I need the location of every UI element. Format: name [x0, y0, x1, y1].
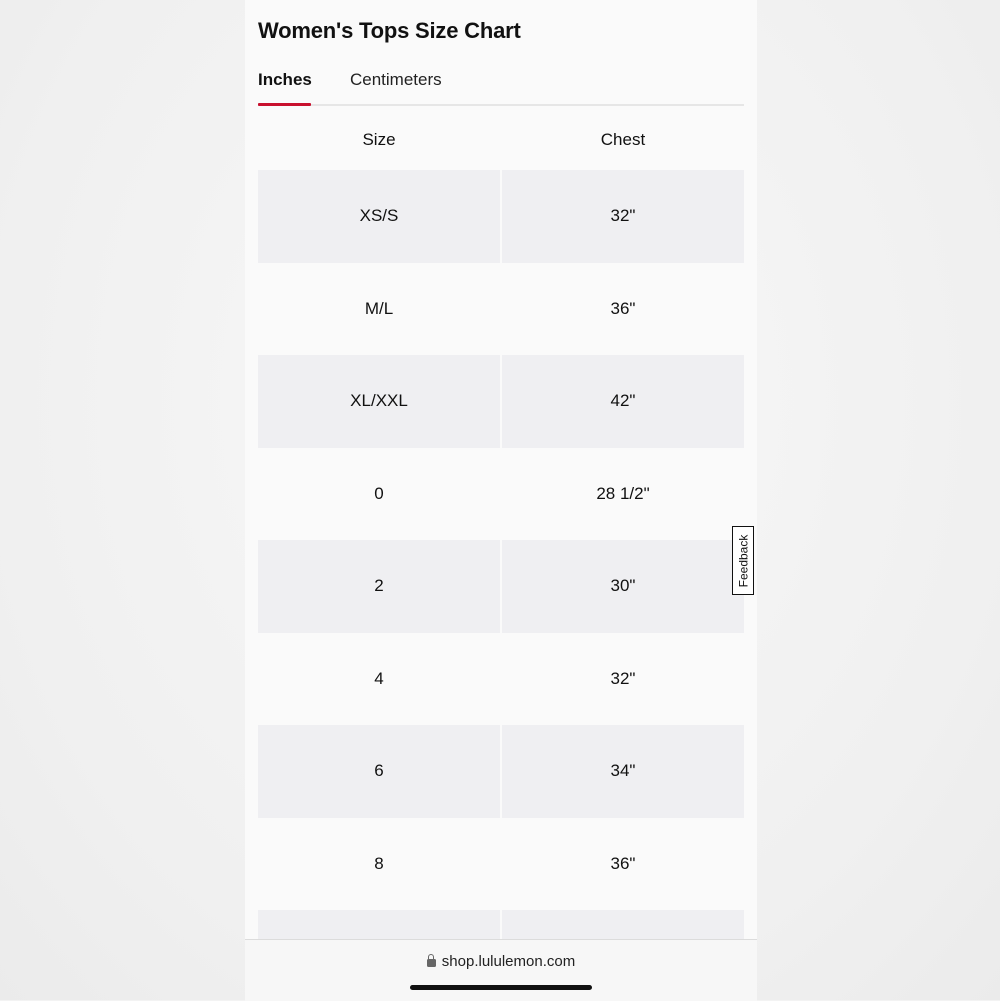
- chest-cell: 36": [610, 298, 636, 318]
- header-size: Size: [362, 130, 396, 149]
- table-row: [258, 170, 744, 263]
- size-cell: XS/S: [258, 170, 500, 263]
- chest-cell: 32": [610, 668, 636, 688]
- size-cell: M/L: [364, 298, 394, 318]
- size-cell: 4: [374, 668, 384, 688]
- chest-cell: 28 1/2": [596, 483, 650, 503]
- unit-tabs: [258, 60, 744, 106]
- feedback-button[interactable]: [732, 526, 754, 595]
- table-row: [258, 725, 744, 818]
- url-text: shop.lululemon.com: [441, 953, 576, 970]
- chest-cell: 30": [502, 540, 744, 633]
- table-row: [258, 448, 744, 541]
- table-row: [258, 633, 744, 726]
- page-content: [245, 0, 757, 1000]
- table-row: [258, 263, 744, 356]
- size-chart-table: [258, 108, 744, 1000]
- size-cell: 2: [258, 540, 500, 633]
- chest-cell: 42": [502, 355, 744, 448]
- header-chest: Chest: [600, 130, 646, 149]
- size-cell: XL/XXL: [258, 355, 500, 448]
- page-title: Women's Tops Size Chart: [258, 18, 521, 43]
- table-header: [258, 108, 744, 170]
- chest-cell: 36": [610, 853, 636, 873]
- home-indicator[interactable]: [410, 985, 592, 990]
- url-display[interactable]: [245, 953, 757, 970]
- tab-inches[interactable]: Inches: [258, 70, 312, 89]
- chest-cell: 32": [502, 170, 744, 263]
- lock-icon: [427, 959, 436, 967]
- chest-cell: 34": [502, 725, 744, 818]
- table-row: [258, 355, 744, 448]
- size-cell: 6: [258, 725, 500, 818]
- feedback-label: Feedback: [736, 534, 751, 587]
- table-row: [258, 540, 744, 633]
- size-cell: 0: [374, 483, 384, 503]
- active-tab-indicator: [258, 103, 311, 106]
- tab-centimeters[interactable]: Centimeters: [350, 70, 442, 89]
- size-cell: 8: [374, 853, 384, 873]
- browser-address-bar[interactable]: [245, 939, 757, 1001]
- table-row: [258, 818, 744, 911]
